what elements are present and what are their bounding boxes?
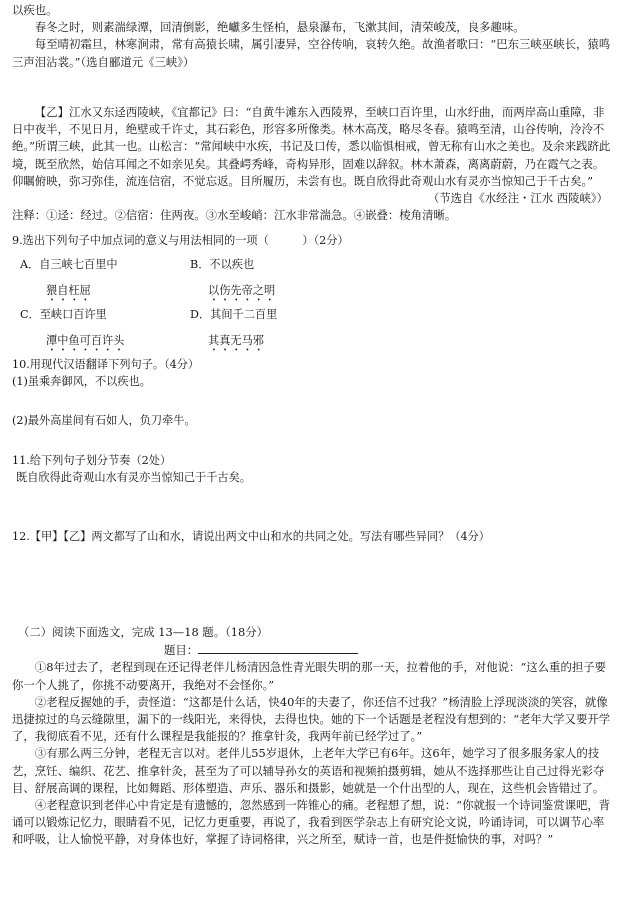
section-2-paragraph-1: ①8年过去了，老程到现在还记得老伴儿杨清因急性青光眼失明的那一天，拉着他的手，对他说：“这么重的担子要你一个人挑了，你挑不动要离开，我绝对不会怪你。” (12, 660, 607, 692)
passage-yi-text: 【乙】江水又东迳西陵峡，《宜都记》曰：“自黄牛滩东入西陵界，至峡口百许里，山水纡曲，而两岸高山重障，非日中夜半，不见日月，绝壁或千许丈，其石彩色，形容多所像类。林木高茂，略尽冬春。猿鸣至清，山谷传响，泠泠不绝。”所谓三峡，此其一也。山松言：“常闻峡中水疾，书记及口传，悉以临惧相戒，曾无称有山水之美也。及余来践跻此境，既至欣然，始信耳闻之不如亲见矣。其叠崿秀峰，奇构异形，固难以辞叙。林木萧森，离离蔚蔚，乃在霞气之表。仰瞩俯映，弥习弥佳，流连信宿，不觉忘返。目所履历，未尝有也。既自欣得此奇观山水有灵亦当惊知己于千古矣。” (12, 105, 611, 188)
section-2-paragraph-2: ②老程反握她的手，责怪道：“这都是什么话，快40年的夫妻了，你还信不过我？”杨清脸上浮现淡淡的笑容，就像迅捷掠过的乌云缝隙里，漏下的一线阳光，来得快，去得也快。她的下一个话题是老程没有想到的：“老年大学又要开学了，我彻底看不见，还有什么课程是我能报的？推拿针灸，我两年前已经学过了。” (12, 694, 611, 744)
title-line (12, 641, 612, 659)
q9-option-c-line2: 潭中鱼可百许头 (46, 334, 125, 347)
question-10-sentence-1: (1)虽乘奔御风，不以疾也。 (12, 375, 151, 389)
question-10 (12, 356, 612, 390)
question-10-part2 (12, 412, 612, 429)
question-9 (12, 232, 612, 347)
passage-jia-para1: 春冬之时，则素湍绿潭，回清倒影，绝巘多生怪柏，悬泉瀑布，飞漱其间，清荣峻茂，良多趣味。 (34, 20, 525, 35)
passage-yi-source: （节选自《水经注・江水 西陵峡》） (427, 191, 608, 206)
question-11 (12, 452, 612, 486)
q9-option-a-line2: 猥自枉屈 (46, 284, 91, 297)
title-label: 题目： (164, 643, 199, 658)
question-12 (12, 528, 612, 545)
question-9-stem: 9.选出下列句子中加点词的意义与用法相同的一项（ ）（2分） (12, 234, 349, 247)
section-2 (12, 624, 612, 849)
question-10-stem: 10.用现代汉语翻译下列句子。（4分） (12, 358, 200, 371)
section-2-paragraph-4: ④老程意识到老伴心中肯定是有遗憾的，忽然感到一阵锥心的痛。老程想了想，说：“你就报一个诗词鉴赏课吧，背诵可以锻炼记忆力，眼睛看不见，记忆力更重要，再说了，我看到医学杂志上有研究论文说，吟诵诗词，可以调节心率和呼吸，让人愉悦平静，对身体也好，掌握了诗词格律，兴之所至，赋诗一首，也是件挺愉快的事，对吗？” (12, 798, 611, 847)
q9-option-d-line2: 其真无马邪 (208, 334, 264, 347)
passage-jia (12, 2, 612, 71)
q9-option-c-line1: C．至峡口百许里 (20, 308, 107, 321)
question-10-sentence-2: (2)最外高崖间有石如人，负刀牵牛。 (12, 414, 196, 427)
passage-yi-notes: 注释：①迳：经过。②信宿：住两夜。③水至峻峭：江水非常湍急。④嵌叠：棱角清晰。 (12, 208, 457, 223)
q9-option-a-line1: A．自三峡七百里中 (20, 258, 118, 271)
title-blank (198, 641, 358, 654)
question-11-stem: 11.给下列句子划分节奏（2处） (12, 454, 172, 467)
question-12-stem: 12.【甲】【乙】两文都写了山和水，请说出两文中山和水的共同之处。写法有哪些异同？（4分） (12, 530, 490, 543)
section-2-paragraph-3: ③有那么两三分钟，老程无言以对。老伴儿55岁退休，上老年大学已有6年。这6年，她学习了很多服务家人的技艺，烹饪、编织、花艺、推拿针灸，甚至为了可以辅导孙女的英语和视频拍摄剪辑，她从不选择那些让自己过得光彩夺目、舒展高调的课程，比如舞蹈、形体塑造、声乐、器乐和摄影，她就是一个什出型的人，现在，这些机会皆错过了。 (12, 746, 605, 795)
passage-jia-para2: 每至晴初霜旦，林寒涧肃，常有高猿长啸，属引凄异，空谷传响，哀转久绝。故渔者歌曰：“巴东三峡巫峡长，猿鸣三声泪沾裳。”（选自郦道元《三峡》） (12, 37, 611, 69)
question-11-sentence: 既自欣得此奇观山水有灵亦当惊知己于千古矣。 (16, 471, 251, 485)
passage-jia-line0: 以疾也。 (12, 3, 58, 17)
q9-option-b-line2: 以伤先帝之明 (208, 284, 276, 297)
passage-yi (12, 104, 612, 224)
q9-option-b-line1: B．不以疾也 (190, 258, 255, 271)
q9-option-d-line1: D．其间千二百里 (190, 308, 278, 321)
section-2-heading: （二）阅读下面选文，完成 13—18 题。（18分） (18, 625, 269, 639)
